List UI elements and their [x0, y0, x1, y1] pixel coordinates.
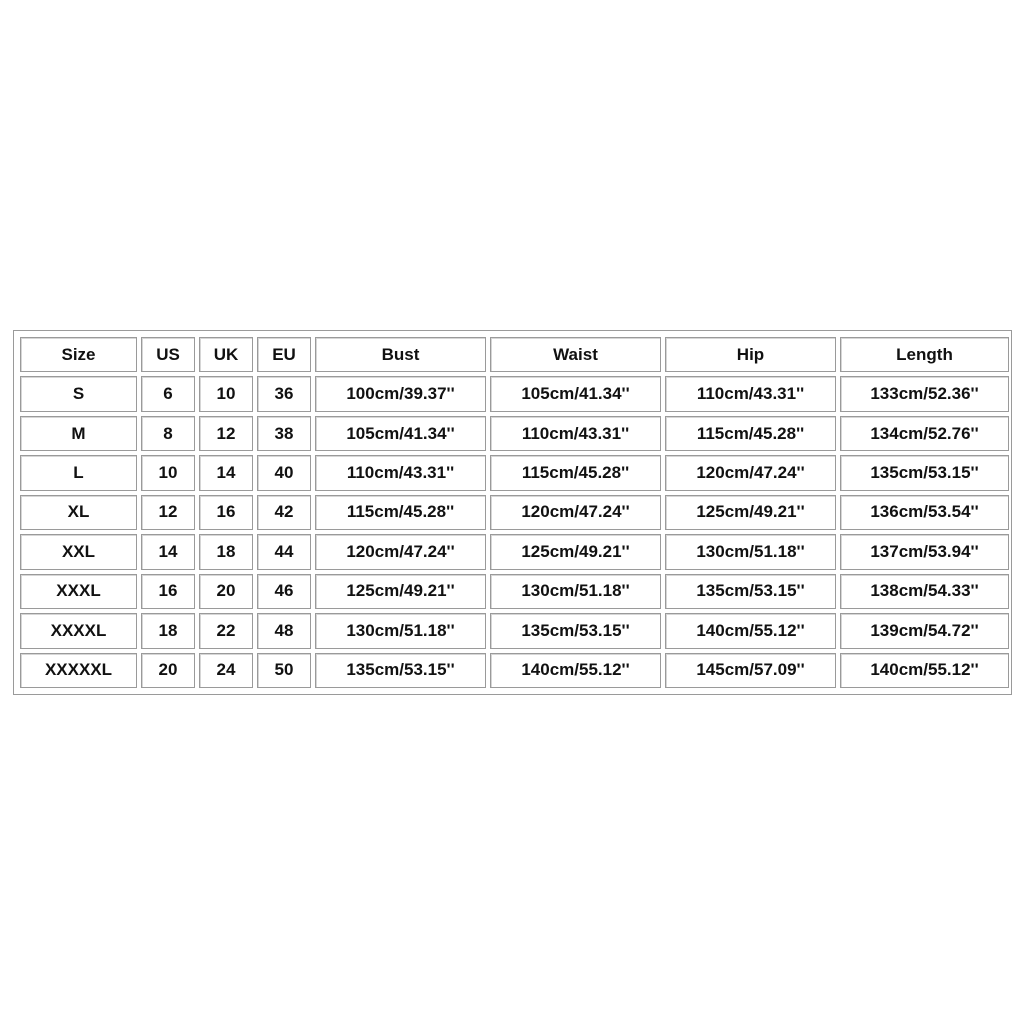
- cell-us: 10: [141, 455, 195, 490]
- cell-size: S: [20, 376, 137, 411]
- cell-bust: 120cm/47.24'': [315, 534, 486, 569]
- cell-hip: 145cm/57.09'': [665, 653, 836, 689]
- cell-length: 133cm/52.36'': [840, 376, 1009, 411]
- cell-hip: 110cm/43.31'': [665, 376, 836, 411]
- cell-eu: 48: [257, 613, 311, 648]
- cell-length: 135cm/53.15'': [840, 455, 1009, 490]
- cell-waist: 105cm/41.34'': [490, 376, 661, 411]
- cell-uk: 10: [199, 376, 253, 411]
- cell-hip: 140cm/55.12'': [665, 613, 836, 648]
- cell-uk: 22: [199, 613, 253, 648]
- cell-uk: 20: [199, 574, 253, 609]
- cell-waist: 110cm/43.31'': [490, 416, 661, 451]
- column-header-size: Size: [20, 337, 137, 372]
- table-row: [20, 376, 1009, 411]
- cell-us: 14: [141, 534, 195, 569]
- cell-size: XL: [20, 495, 137, 530]
- cell-bust: 105cm/41.34'': [315, 416, 486, 451]
- cell-size: XXXXL: [20, 613, 137, 648]
- cell-eu: 44: [257, 534, 311, 569]
- cell-length: 138cm/54.33'': [840, 574, 1009, 609]
- cell-us: 12: [141, 495, 195, 530]
- cell-uk: 12: [199, 416, 253, 451]
- cell-hip: 135cm/53.15'': [665, 574, 836, 609]
- cell-bust: 110cm/43.31'': [315, 455, 486, 490]
- cell-eu: 50: [257, 653, 311, 689]
- cell-eu: 42: [257, 495, 311, 530]
- cell-waist: 120cm/47.24'': [490, 495, 661, 530]
- cell-us: 18: [141, 613, 195, 648]
- cell-eu: 46: [257, 574, 311, 609]
- column-header-eu: EU: [257, 337, 311, 372]
- cell-waist: 125cm/49.21'': [490, 534, 661, 569]
- table-row: [20, 534, 1009, 569]
- cell-us: 16: [141, 574, 195, 609]
- cell-us: 6: [141, 376, 195, 411]
- cell-eu: 36: [257, 376, 311, 411]
- cell-uk: 14: [199, 455, 253, 490]
- column-header-us: US: [141, 337, 195, 372]
- cell-uk: 18: [199, 534, 253, 569]
- cell-size: XXL: [20, 534, 137, 569]
- cell-waist: 130cm/51.18'': [490, 574, 661, 609]
- cell-eu: 40: [257, 455, 311, 490]
- cell-hip: 120cm/47.24'': [665, 455, 836, 490]
- cell-length: 136cm/53.54'': [840, 495, 1009, 530]
- table-row: [20, 574, 1009, 609]
- table-header-row: [20, 337, 1009, 372]
- cell-uk: 24: [199, 653, 253, 689]
- cell-size: L: [20, 455, 137, 490]
- cell-length: 134cm/52.76'': [840, 416, 1009, 451]
- cell-length: 139cm/54.72'': [840, 613, 1009, 648]
- table-row: [20, 613, 1009, 648]
- column-header-uk: UK: [199, 337, 253, 372]
- cell-size: M: [20, 416, 137, 451]
- table-row: [20, 495, 1009, 530]
- cell-us: 8: [141, 416, 195, 451]
- cell-length: 137cm/53.94'': [840, 534, 1009, 569]
- cell-waist: 135cm/53.15'': [490, 613, 661, 648]
- cell-bust: 115cm/45.28'': [315, 495, 486, 530]
- column-header-length: Length: [840, 337, 1009, 372]
- cell-bust: 125cm/49.21'': [315, 574, 486, 609]
- column-header-waist: Waist: [490, 337, 661, 372]
- cell-bust: 130cm/51.18'': [315, 613, 486, 648]
- table-row: [20, 653, 1009, 689]
- cell-hip: 125cm/49.21'': [665, 495, 836, 530]
- cell-bust: 100cm/39.37'': [315, 376, 486, 411]
- table-row: [20, 455, 1009, 490]
- cell-size: XXXXXL: [20, 653, 137, 689]
- cell-waist: 115cm/45.28'': [490, 455, 661, 490]
- cell-waist: 140cm/55.12'': [490, 653, 661, 689]
- column-header-hip: Hip: [665, 337, 836, 372]
- cell-us: 20: [141, 653, 195, 689]
- cell-length: 140cm/55.12'': [840, 653, 1009, 689]
- cell-eu: 38: [257, 416, 311, 451]
- cell-hip: 130cm/51.18'': [665, 534, 836, 569]
- size-chart: [13, 330, 1012, 695]
- cell-bust: 135cm/53.15'': [315, 653, 486, 689]
- cell-size: XXXL: [20, 574, 137, 609]
- size-chart-table: [16, 333, 1013, 692]
- cell-uk: 16: [199, 495, 253, 530]
- table-row: [20, 416, 1009, 451]
- cell-hip: 115cm/45.28'': [665, 416, 836, 451]
- column-header-bust: Bust: [315, 337, 486, 372]
